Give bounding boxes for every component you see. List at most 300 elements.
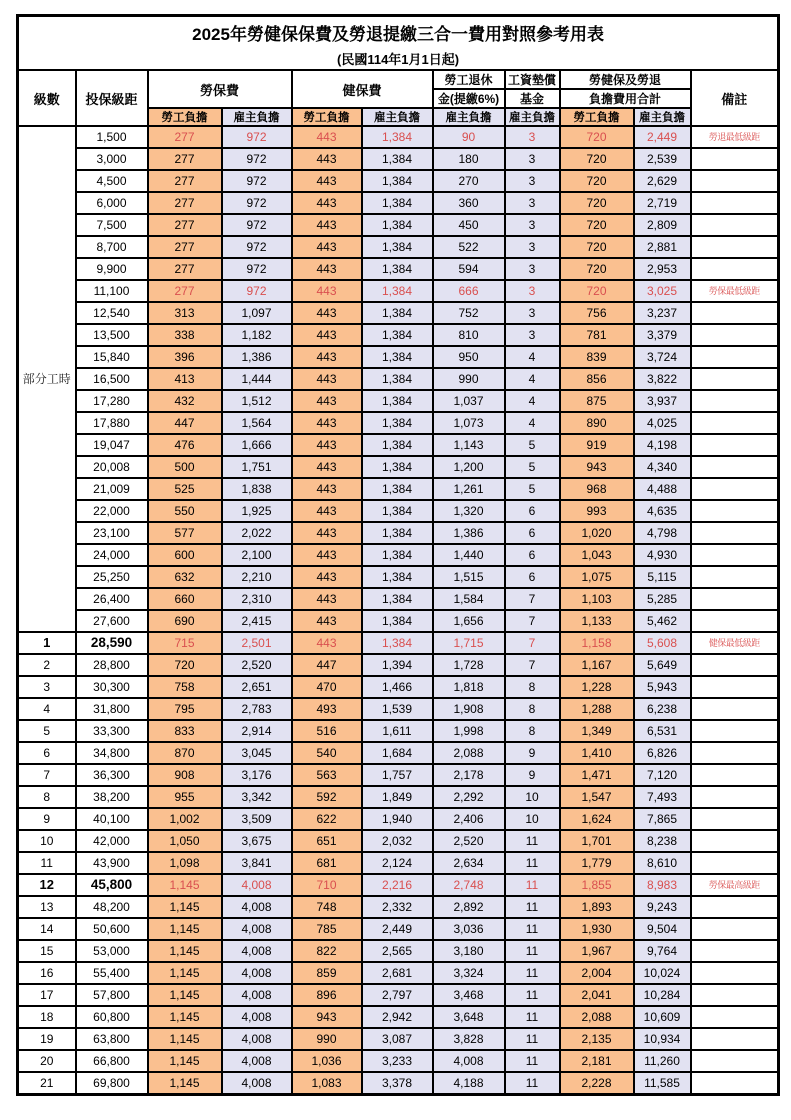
cell-health-employer: 1,466 — [362, 676, 433, 698]
cell-pension-employer: 990 — [433, 368, 505, 390]
cell-salary-bracket: 19,047 — [76, 434, 148, 456]
cell-wage-fund-employer: 3 — [505, 302, 560, 324]
cell-total-employee: 1,349 — [560, 720, 634, 742]
cell-wage-fund-employer: 4 — [505, 412, 560, 434]
cell-wage-fund-employer: 11 — [505, 962, 560, 984]
cell-health-employee: 710 — [292, 874, 362, 896]
cell-salary-bracket: 55,400 — [76, 962, 148, 984]
subtitle-row — [18, 47, 779, 70]
cell-labor-employee: 720 — [148, 654, 222, 676]
cell-total-employer: 3,237 — [634, 302, 691, 324]
table-row — [18, 412, 779, 434]
cell-wage-fund-employer: 4 — [505, 346, 560, 368]
cell-labor-employer: 2,914 — [222, 720, 292, 742]
table-row — [18, 324, 779, 346]
header-total-line1: 勞健保及勞退 — [560, 70, 691, 89]
cell-remark — [691, 192, 779, 214]
cell-salary-bracket: 6,000 — [76, 192, 148, 214]
page-subtitle: (民國114年1月1日起) — [18, 47, 779, 70]
cell-total-employer: 5,285 — [634, 588, 691, 610]
cell-pension-employer: 594 — [433, 258, 505, 280]
cell-total-employee: 1,020 — [560, 522, 634, 544]
cell-labor-employer: 1,751 — [222, 456, 292, 478]
cell-pension-employer: 1,073 — [433, 412, 505, 434]
cell-total-employer: 11,260 — [634, 1050, 691, 1072]
cell-total-employer: 2,629 — [634, 170, 691, 192]
cell-wage-fund-employer: 3 — [505, 148, 560, 170]
cell-total-employee: 1,133 — [560, 610, 634, 632]
cell-total-employee: 1,167 — [560, 654, 634, 676]
cell-total-employer: 10,024 — [634, 962, 691, 984]
cell-wage-fund-employer: 6 — [505, 500, 560, 522]
cell-health-employer: 1,757 — [362, 764, 433, 786]
cell-salary-bracket: 17,280 — [76, 390, 148, 412]
cell-health-employer: 1,384 — [362, 192, 433, 214]
cell-wage-fund-employer: 5 — [505, 434, 560, 456]
cell-labor-employee: 1,145 — [148, 896, 222, 918]
cell-labor-employer: 3,176 — [222, 764, 292, 786]
cell-pension-employer: 1,143 — [433, 434, 505, 456]
cell-wage-fund-employer: 9 — [505, 742, 560, 764]
cell-total-employer: 4,930 — [634, 544, 691, 566]
cell-salary-bracket: 23,100 — [76, 522, 148, 544]
cell-labor-employer: 3,841 — [222, 852, 292, 874]
cell-pension-employer: 1,200 — [433, 456, 505, 478]
cell-pension-employer: 1,728 — [433, 654, 505, 676]
cell-health-employer: 2,797 — [362, 984, 433, 1006]
cell-salary-bracket: 33,300 — [76, 720, 148, 742]
cell-remark — [691, 786, 779, 808]
cell-remark: 健保最低級距 — [691, 632, 779, 654]
cell-salary-bracket: 43,900 — [76, 852, 148, 874]
cell-wage-fund-employer: 4 — [505, 368, 560, 390]
cell-level: 10 — [18, 830, 76, 852]
cell-pension-employer: 2,406 — [433, 808, 505, 830]
cell-remark — [691, 830, 779, 852]
cell-total-employee: 968 — [560, 478, 634, 500]
cell-health-employer: 2,124 — [362, 852, 433, 874]
cell-salary-bracket: 1,500 — [76, 126, 148, 148]
cell-remark — [691, 852, 779, 874]
cell-salary-bracket: 40,100 — [76, 808, 148, 830]
cell-remark — [691, 522, 779, 544]
cell-health-employer: 1,684 — [362, 742, 433, 764]
cell-salary-bracket: 28,590 — [76, 632, 148, 654]
cell-pension-employer: 2,292 — [433, 786, 505, 808]
cell-health-employee: 822 — [292, 940, 362, 962]
cell-labor-employee: 660 — [148, 588, 222, 610]
cell-pension-employer: 950 — [433, 346, 505, 368]
cell-health-employer: 1,539 — [362, 698, 433, 720]
cell-remark — [691, 896, 779, 918]
cell-total-employer: 2,449 — [634, 126, 691, 148]
table-row — [18, 610, 779, 632]
cell-wage-fund-employer: 3 — [505, 236, 560, 258]
cell-labor-employer: 972 — [222, 236, 292, 258]
subheader-health-employee-share: 勞工負擔 — [292, 108, 362, 126]
cell-remark: 勞保最高級距 — [691, 874, 779, 896]
cell-total-employer: 5,462 — [634, 610, 691, 632]
cell-labor-employer: 2,651 — [222, 676, 292, 698]
cell-labor-employee: 1,145 — [148, 940, 222, 962]
cell-labor-employee: 447 — [148, 412, 222, 434]
cell-health-employee: 443 — [292, 170, 362, 192]
cell-labor-employer: 2,310 — [222, 588, 292, 610]
table-row — [18, 148, 779, 170]
cell-wage-fund-employer: 3 — [505, 192, 560, 214]
table-row — [18, 874, 779, 896]
cell-remark: 勞保最低級距 — [691, 280, 779, 302]
cell-labor-employer: 972 — [222, 148, 292, 170]
cell-health-employee: 443 — [292, 258, 362, 280]
cell-salary-bracket: 17,880 — [76, 412, 148, 434]
cell-health-employer: 2,565 — [362, 940, 433, 962]
table-row — [18, 456, 779, 478]
cell-pension-employer: 3,648 — [433, 1006, 505, 1028]
cell-total-employee: 720 — [560, 192, 634, 214]
cell-total-employer: 4,025 — [634, 412, 691, 434]
cell-total-employee: 993 — [560, 500, 634, 522]
cell-wage-fund-employer: 3 — [505, 170, 560, 192]
cell-health-employer: 1,384 — [362, 280, 433, 302]
cell-total-employee: 1,043 — [560, 544, 634, 566]
cell-salary-bracket: 27,600 — [76, 610, 148, 632]
cell-level: 21 — [18, 1072, 76, 1095]
cell-health-employee: 443 — [292, 126, 362, 148]
cell-wage-fund-employer: 11 — [505, 1050, 560, 1072]
cell-total-employee: 720 — [560, 170, 634, 192]
cell-pension-employer: 360 — [433, 192, 505, 214]
cell-total-employee: 1,893 — [560, 896, 634, 918]
cell-remark — [691, 236, 779, 258]
table-row — [18, 698, 779, 720]
cell-wage-fund-employer: 5 — [505, 456, 560, 478]
cell-remark — [691, 412, 779, 434]
cell-level: 8 — [18, 786, 76, 808]
header-wage-fund-line1: 工資墊償 — [505, 70, 560, 89]
cell-health-employer: 1,384 — [362, 478, 433, 500]
cell-health-employer: 1,384 — [362, 588, 433, 610]
cell-labor-employer: 972 — [222, 126, 292, 148]
header-salary-bracket: 投保級距 — [76, 70, 148, 126]
cell-labor-employee: 277 — [148, 258, 222, 280]
cell-remark — [691, 720, 779, 742]
cell-salary-bracket: 26,400 — [76, 588, 148, 610]
cell-remark — [691, 544, 779, 566]
cell-health-employee: 1,036 — [292, 1050, 362, 1072]
cell-wage-fund-employer: 7 — [505, 588, 560, 610]
cell-pension-employer: 4,008 — [433, 1050, 505, 1072]
cell-total-employee: 2,135 — [560, 1028, 634, 1050]
cell-health-employee: 681 — [292, 852, 362, 874]
cell-health-employee: 1,083 — [292, 1072, 362, 1095]
cell-labor-employee: 1,145 — [148, 984, 222, 1006]
cell-level: 5 — [18, 720, 76, 742]
subheader-labor-employee-share: 勞工負擔 — [148, 108, 222, 126]
cell-level: 17 — [18, 984, 76, 1006]
cell-remark — [691, 566, 779, 588]
table-row — [18, 170, 779, 192]
table-row — [18, 434, 779, 456]
cell-labor-employee: 715 — [148, 632, 222, 654]
cell-health-employee: 563 — [292, 764, 362, 786]
header-pension-line1: 勞工退休 — [433, 70, 505, 89]
cell-salary-bracket: 45,800 — [76, 874, 148, 896]
cell-labor-employer: 1,512 — [222, 390, 292, 412]
cell-labor-employee: 870 — [148, 742, 222, 764]
cell-remark — [691, 258, 779, 280]
cell-salary-bracket: 15,840 — [76, 346, 148, 368]
cell-total-employer: 6,238 — [634, 698, 691, 720]
table-row — [18, 214, 779, 236]
cell-level: 12 — [18, 874, 76, 896]
cell-health-employee: 447 — [292, 654, 362, 676]
cell-salary-bracket: 20,008 — [76, 456, 148, 478]
cell-health-employee: 443 — [292, 302, 362, 324]
cell-health-employer: 2,032 — [362, 830, 433, 852]
cell-total-employer: 2,719 — [634, 192, 691, 214]
table-row — [18, 500, 779, 522]
cell-pension-employer: 90 — [433, 126, 505, 148]
cell-total-employee: 1,967 — [560, 940, 634, 962]
cell-pension-employer: 3,468 — [433, 984, 505, 1006]
cell-total-employer: 4,635 — [634, 500, 691, 522]
cell-remark — [691, 1028, 779, 1050]
cell-wage-fund-employer: 3 — [505, 280, 560, 302]
cell-salary-bracket: 42,000 — [76, 830, 148, 852]
cell-labor-employer: 972 — [222, 214, 292, 236]
cell-labor-employer: 972 — [222, 258, 292, 280]
cell-salary-bracket: 31,800 — [76, 698, 148, 720]
table-row — [18, 544, 779, 566]
cell-health-employee: 540 — [292, 742, 362, 764]
cell-wage-fund-employer: 11 — [505, 852, 560, 874]
cell-labor-employer: 972 — [222, 170, 292, 192]
header-pension-line2: 金(提繳6%) — [433, 89, 505, 108]
cell-labor-employee: 396 — [148, 346, 222, 368]
table-row — [18, 588, 779, 610]
cell-labor-employer: 972 — [222, 192, 292, 214]
cell-labor-employer: 3,675 — [222, 830, 292, 852]
cell-total-employer: 4,488 — [634, 478, 691, 500]
cell-labor-employer: 3,509 — [222, 808, 292, 830]
cell-labor-employer: 2,415 — [222, 610, 292, 632]
cell-remark — [691, 588, 779, 610]
cell-health-employer: 2,332 — [362, 896, 433, 918]
cell-health-employee: 592 — [292, 786, 362, 808]
cell-salary-bracket: 30,300 — [76, 676, 148, 698]
cell-labor-employee: 833 — [148, 720, 222, 742]
cell-total-employee: 1,228 — [560, 676, 634, 698]
cell-health-employee: 493 — [292, 698, 362, 720]
cell-total-employee: 2,181 — [560, 1050, 634, 1072]
cell-pension-employer: 522 — [433, 236, 505, 258]
cell-total-employer: 8,983 — [634, 874, 691, 896]
cell-pension-employer: 1,715 — [433, 632, 505, 654]
cell-level: 11 — [18, 852, 76, 874]
cell-salary-bracket: 48,200 — [76, 896, 148, 918]
cell-remark — [691, 214, 779, 236]
cell-labor-employer: 4,008 — [222, 984, 292, 1006]
cell-health-employee: 516 — [292, 720, 362, 742]
cell-level: 13 — [18, 896, 76, 918]
cell-salary-bracket: 24,000 — [76, 544, 148, 566]
header-remark: 備註 — [691, 70, 779, 126]
table-row — [18, 1028, 779, 1050]
cell-remark — [691, 940, 779, 962]
cell-labor-employee: 795 — [148, 698, 222, 720]
table-row — [18, 940, 779, 962]
cell-labor-employer: 1,564 — [222, 412, 292, 434]
cell-total-employee: 2,041 — [560, 984, 634, 1006]
cell-pension-employer: 2,088 — [433, 742, 505, 764]
cell-health-employer: 1,384 — [362, 610, 433, 632]
cell-total-employer: 10,284 — [634, 984, 691, 1006]
cell-pension-employer: 2,178 — [433, 764, 505, 786]
cell-labor-employee: 277 — [148, 192, 222, 214]
cell-total-employer: 2,809 — [634, 214, 691, 236]
cell-labor-employee: 1,145 — [148, 918, 222, 940]
cell-health-employee: 443 — [292, 412, 362, 434]
cell-remark — [691, 918, 779, 940]
cell-remark — [691, 390, 779, 412]
table-row — [18, 654, 779, 676]
cell-labor-employee: 1,050 — [148, 830, 222, 852]
table-row — [18, 676, 779, 698]
cell-total-employee: 856 — [560, 368, 634, 390]
cell-labor-employer: 4,008 — [222, 962, 292, 984]
cell-labor-employee: 577 — [148, 522, 222, 544]
cell-labor-employee: 955 — [148, 786, 222, 808]
cell-pension-employer: 450 — [433, 214, 505, 236]
cell-remark — [691, 962, 779, 984]
cell-labor-employee: 313 — [148, 302, 222, 324]
cell-wage-fund-employer: 5 — [505, 478, 560, 500]
cell-health-employer: 1,384 — [362, 412, 433, 434]
cell-level: 4 — [18, 698, 76, 720]
cell-salary-bracket: 21,009 — [76, 478, 148, 500]
cell-health-employee: 443 — [292, 610, 362, 632]
header-total-line2: 負擔費用合計 — [560, 89, 691, 108]
cell-wage-fund-employer: 8 — [505, 720, 560, 742]
table-row — [18, 984, 779, 1006]
cell-health-employee: 443 — [292, 148, 362, 170]
cell-health-employer: 1,384 — [362, 214, 433, 236]
cell-total-employee: 1,624 — [560, 808, 634, 830]
header-level: 級數 — [18, 70, 76, 126]
cell-wage-fund-employer: 11 — [505, 1028, 560, 1050]
cell-wage-fund-employer: 11 — [505, 984, 560, 1006]
cell-pension-employer: 2,520 — [433, 830, 505, 852]
cell-pension-employer: 1,584 — [433, 588, 505, 610]
cell-total-employer: 9,764 — [634, 940, 691, 962]
cell-level: 1 — [18, 632, 76, 654]
cell-total-employer: 10,609 — [634, 1006, 691, 1028]
cell-wage-fund-employer: 7 — [505, 610, 560, 632]
table-row — [18, 1072, 779, 1095]
cell-labor-employee: 1,145 — [148, 1006, 222, 1028]
cell-health-employer: 1,849 — [362, 786, 433, 808]
cell-pension-employer: 1,998 — [433, 720, 505, 742]
cell-total-employee: 1,547 — [560, 786, 634, 808]
cell-wage-fund-employer: 8 — [505, 698, 560, 720]
cell-salary-bracket: 36,300 — [76, 764, 148, 786]
cell-health-employee: 443 — [292, 192, 362, 214]
subheader-health-employer-share: 雇主負擔 — [362, 108, 433, 126]
cell-health-employer: 1,384 — [362, 500, 433, 522]
cell-level: 20 — [18, 1050, 76, 1072]
cell-health-employer: 3,087 — [362, 1028, 433, 1050]
cell-pension-employer: 1,320 — [433, 500, 505, 522]
cell-level: 14 — [18, 918, 76, 940]
cell-salary-bracket: 22,000 — [76, 500, 148, 522]
cell-labor-employee: 1,098 — [148, 852, 222, 874]
cell-labor-employer: 1,666 — [222, 434, 292, 456]
cell-salary-bracket: 3,000 — [76, 148, 148, 170]
cell-labor-employee: 632 — [148, 566, 222, 588]
cell-labor-employer: 4,008 — [222, 1006, 292, 1028]
cell-labor-employee: 908 — [148, 764, 222, 786]
cell-salary-bracket: 28,800 — [76, 654, 148, 676]
cell-remark: 勞退最低級距 — [691, 126, 779, 148]
cell-total-employee: 720 — [560, 148, 634, 170]
cell-health-employee: 470 — [292, 676, 362, 698]
part-time-label: 部分工時 — [18, 126, 76, 632]
cell-salary-bracket: 16,500 — [76, 368, 148, 390]
cell-remark — [691, 478, 779, 500]
cell-salary-bracket: 38,200 — [76, 786, 148, 808]
cell-total-employee: 875 — [560, 390, 634, 412]
cell-labor-employer: 2,100 — [222, 544, 292, 566]
cell-pension-employer: 810 — [433, 324, 505, 346]
cell-total-employee: 1,701 — [560, 830, 634, 852]
cell-total-employer: 4,340 — [634, 456, 691, 478]
cell-level: 19 — [18, 1028, 76, 1050]
cell-total-employee: 1,075 — [560, 566, 634, 588]
cell-total-employer: 3,025 — [634, 280, 691, 302]
cell-remark — [691, 676, 779, 698]
cell-remark — [691, 434, 779, 456]
cell-total-employee: 1,779 — [560, 852, 634, 874]
cell-total-employer: 3,379 — [634, 324, 691, 346]
cell-labor-employer: 1,925 — [222, 500, 292, 522]
cell-wage-fund-employer: 7 — [505, 632, 560, 654]
table-row — [18, 918, 779, 940]
cell-wage-fund-employer: 6 — [505, 544, 560, 566]
cell-remark — [691, 324, 779, 346]
cell-total-employee: 1,103 — [560, 588, 634, 610]
cell-labor-employee: 1,145 — [148, 962, 222, 984]
table-row — [18, 368, 779, 390]
cell-health-employer: 3,233 — [362, 1050, 433, 1072]
cell-pension-employer: 666 — [433, 280, 505, 302]
header-labor-insurance: 勞保費 — [148, 70, 292, 108]
cell-labor-employee: 1,002 — [148, 808, 222, 830]
cell-remark — [691, 1006, 779, 1028]
cell-health-employer: 1,384 — [362, 566, 433, 588]
cell-wage-fund-employer: 6 — [505, 522, 560, 544]
cell-salary-bracket: 66,800 — [76, 1050, 148, 1072]
cell-level: 9 — [18, 808, 76, 830]
cell-wage-fund-employer: 11 — [505, 830, 560, 852]
table-row — [18, 720, 779, 742]
cell-health-employee: 443 — [292, 214, 362, 236]
cell-labor-employer: 1,838 — [222, 478, 292, 500]
cell-wage-fund-employer: 11 — [505, 918, 560, 940]
cell-labor-employer: 2,783 — [222, 698, 292, 720]
cell-health-employer: 1,394 — [362, 654, 433, 676]
cell-total-employer: 10,934 — [634, 1028, 691, 1050]
